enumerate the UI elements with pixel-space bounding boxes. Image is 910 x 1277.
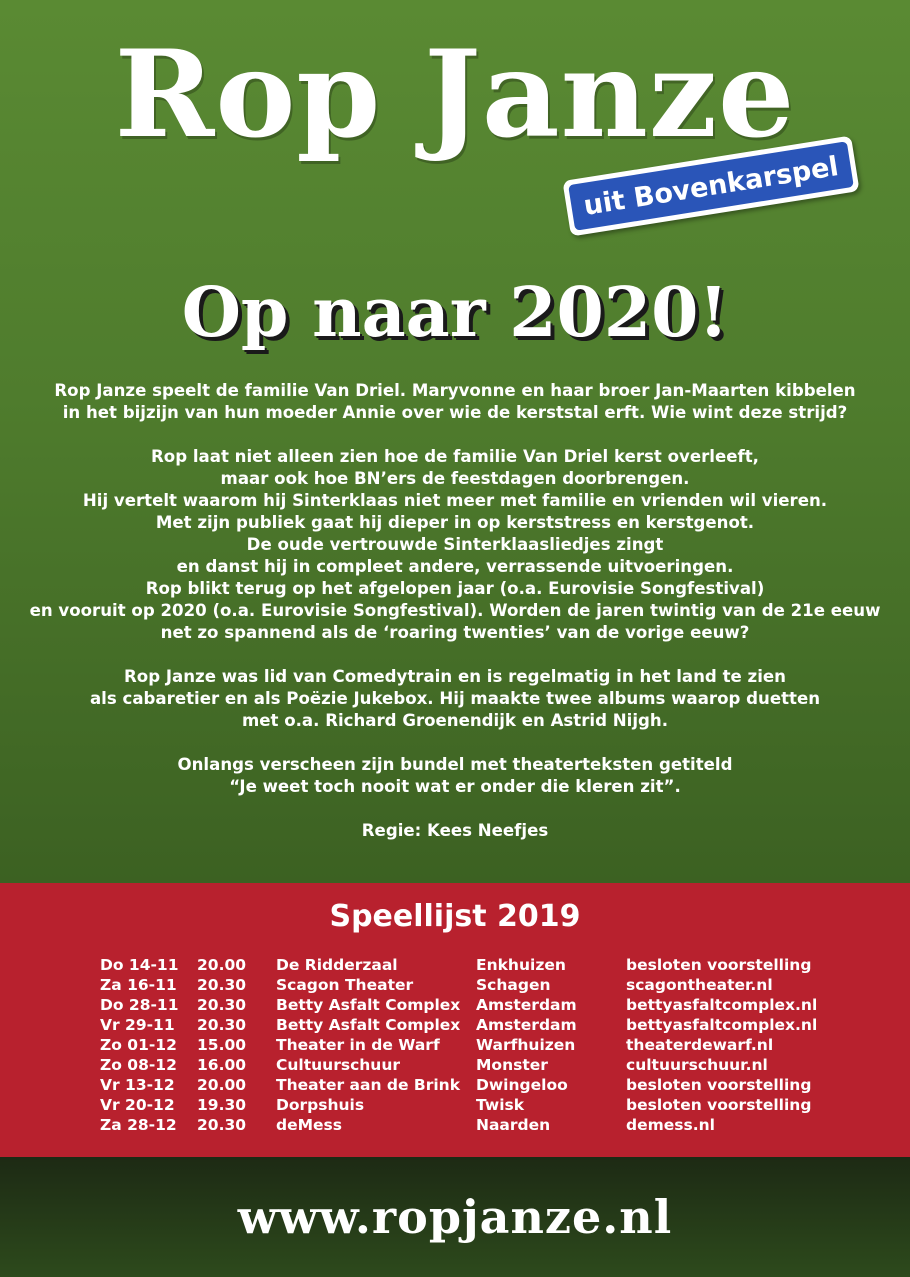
paragraph [10,446,900,644]
text-line: De oude vertrouwde Sinterklaasliedjes zingt [246,535,664,554]
row-date: Do 28-11 [100,996,179,1014]
schedule-section [0,883,910,1157]
director-credit: Regie: Kees Neefjes [361,821,549,840]
row-info: cultuurschuur.nl [626,1056,768,1074]
row-venue: Betty Asfalt Complex [276,996,461,1014]
schedule-title: Speellijst 2019 [329,899,581,934]
row-venue: Betty Asfalt Complex [276,1016,461,1034]
schedule-row [0,955,910,975]
row-venue: deMess [276,1116,342,1134]
schedule-row [0,975,910,995]
row-venue: Theater in de Warf [276,1036,440,1054]
row-date: Zo 08-12 [100,1056,177,1074]
row-city: Amsterdam [476,1016,577,1034]
row-city: Monster [476,1056,548,1074]
paragraph [10,380,900,424]
schedule-table [0,955,910,1135]
row-date: Vr 13-12 [100,1076,175,1094]
row-time: 16.00 [197,1056,247,1074]
schedule-row [0,1075,910,1095]
row-city: Schagen [476,976,551,994]
text-line: in het bijzijn van hun moeder Annie over wie de kerststal erft. Wie wint deze strijd? [62,403,848,422]
row-time: 20.00 [197,956,247,974]
row-city: Naarden [476,1116,551,1134]
paragraph [10,820,900,842]
text-line: en vooruit op 2020 (o.a. Eurovisie Songfestival). Worden de jaren twintig van de 21e eeuw [29,601,881,620]
row-info: besloten voorstelling [626,1096,812,1114]
row-time: 20.30 [197,1116,247,1134]
row-info: bettyasfaltcomplex.nl [626,996,818,1014]
row-venue: Scagon Theater [276,976,414,994]
row-info: besloten voorstelling [626,1076,812,1094]
schedule-row [0,995,910,1015]
schedule-row [0,1015,910,1035]
row-date: Do 14-11 [100,956,179,974]
text-line: maar ook hoe BN’ers de feestdagen doorbrengen. [220,469,690,488]
row-time: 20.00 [197,1076,247,1094]
text-line: Rop laat niet alleen zien hoe de familie Van Driel kerst overleeft, [151,447,759,466]
sign-label: uit Bovenkarspel [568,141,854,231]
row-info: besloten voorstelling [626,956,812,974]
row-info: demess.nl [626,1116,715,1134]
paragraph [10,666,900,732]
text-line: Met zijn publiek gaat hij dieper in op kerststress en kerstgenot. [155,513,755,532]
row-time: 20.30 [197,976,247,994]
subtitle: Op naar 2020! [181,273,729,353]
row-info: scagontheater.nl [626,976,773,994]
row-city: Warfhuizen [476,1036,576,1054]
row-venue: De Ridderzaal [276,956,398,974]
row-date: Zo 01-12 [100,1036,177,1054]
schedule-row [0,1055,910,1075]
paragraph [10,754,900,798]
text-line: Onlangs verscheen zijn bundel met theaterteksten getiteld [177,755,733,774]
row-city: Enkhuizen [476,956,566,974]
title: Rop Janze [114,24,796,165]
row-time: 19.30 [197,1096,247,1114]
row-venue: Theater aan de Brink [276,1076,461,1094]
website-url: www.ropjanze.nl [237,1190,673,1244]
row-time: 20.30 [197,1016,247,1034]
description [10,380,900,864]
row-venue: Cultuurschuur [276,1056,401,1074]
schedule-row [0,1035,910,1055]
text-line: Rop blikt terug op het afgelopen jaar (o.a. Eurovisie Songfestival) [145,579,765,598]
text-line: als cabaretier en als Poëzie Jukebox. Hij maakte twee albums waarop duetten [89,689,821,708]
text-line: Hij vertelt waarom hij Sinterklaas niet meer met familie en vrienden wil vieren. [82,491,828,510]
row-time: 15.00 [197,1036,247,1054]
row-info: theaterdewarf.nl [626,1036,774,1054]
text-line: en danst hij in compleet andere, verrassende uitvoeringen. [176,557,734,576]
schedule-row [0,1115,910,1135]
row-city: Amsterdam [476,996,577,1014]
row-time: 20.30 [197,996,247,1014]
text-line: net zo spannend als de ‘roaring twenties’ van de vorige eeuw? [160,623,750,642]
row-date: Vr 20-12 [100,1096,175,1114]
row-date: Za 16-11 [100,976,177,994]
row-date: Za 28-12 [100,1116,177,1134]
text-line: “Je weet toch nooit wat er onder die kleren zit”. [229,777,681,796]
row-venue: Dorpshuis [276,1096,365,1114]
row-city: Twisk [476,1096,525,1114]
row-city: Dwingeloo [476,1076,568,1094]
row-date: Vr 29-11 [100,1016,175,1034]
footer [0,1157,910,1277]
text-line: Rop Janze was lid van Comedytrain en is regelmatig in het land te zien [124,667,786,686]
text-line: met o.a. Richard Groenendijk en Astrid Nijgh. [241,711,669,730]
row-info: bettyasfaltcomplex.nl [626,1016,818,1034]
schedule-row [0,1095,910,1115]
text-line: Rop Janze speelt de familie Van Driel. Maryvonne en haar broer Jan-Maarten kibbelen [54,381,856,400]
